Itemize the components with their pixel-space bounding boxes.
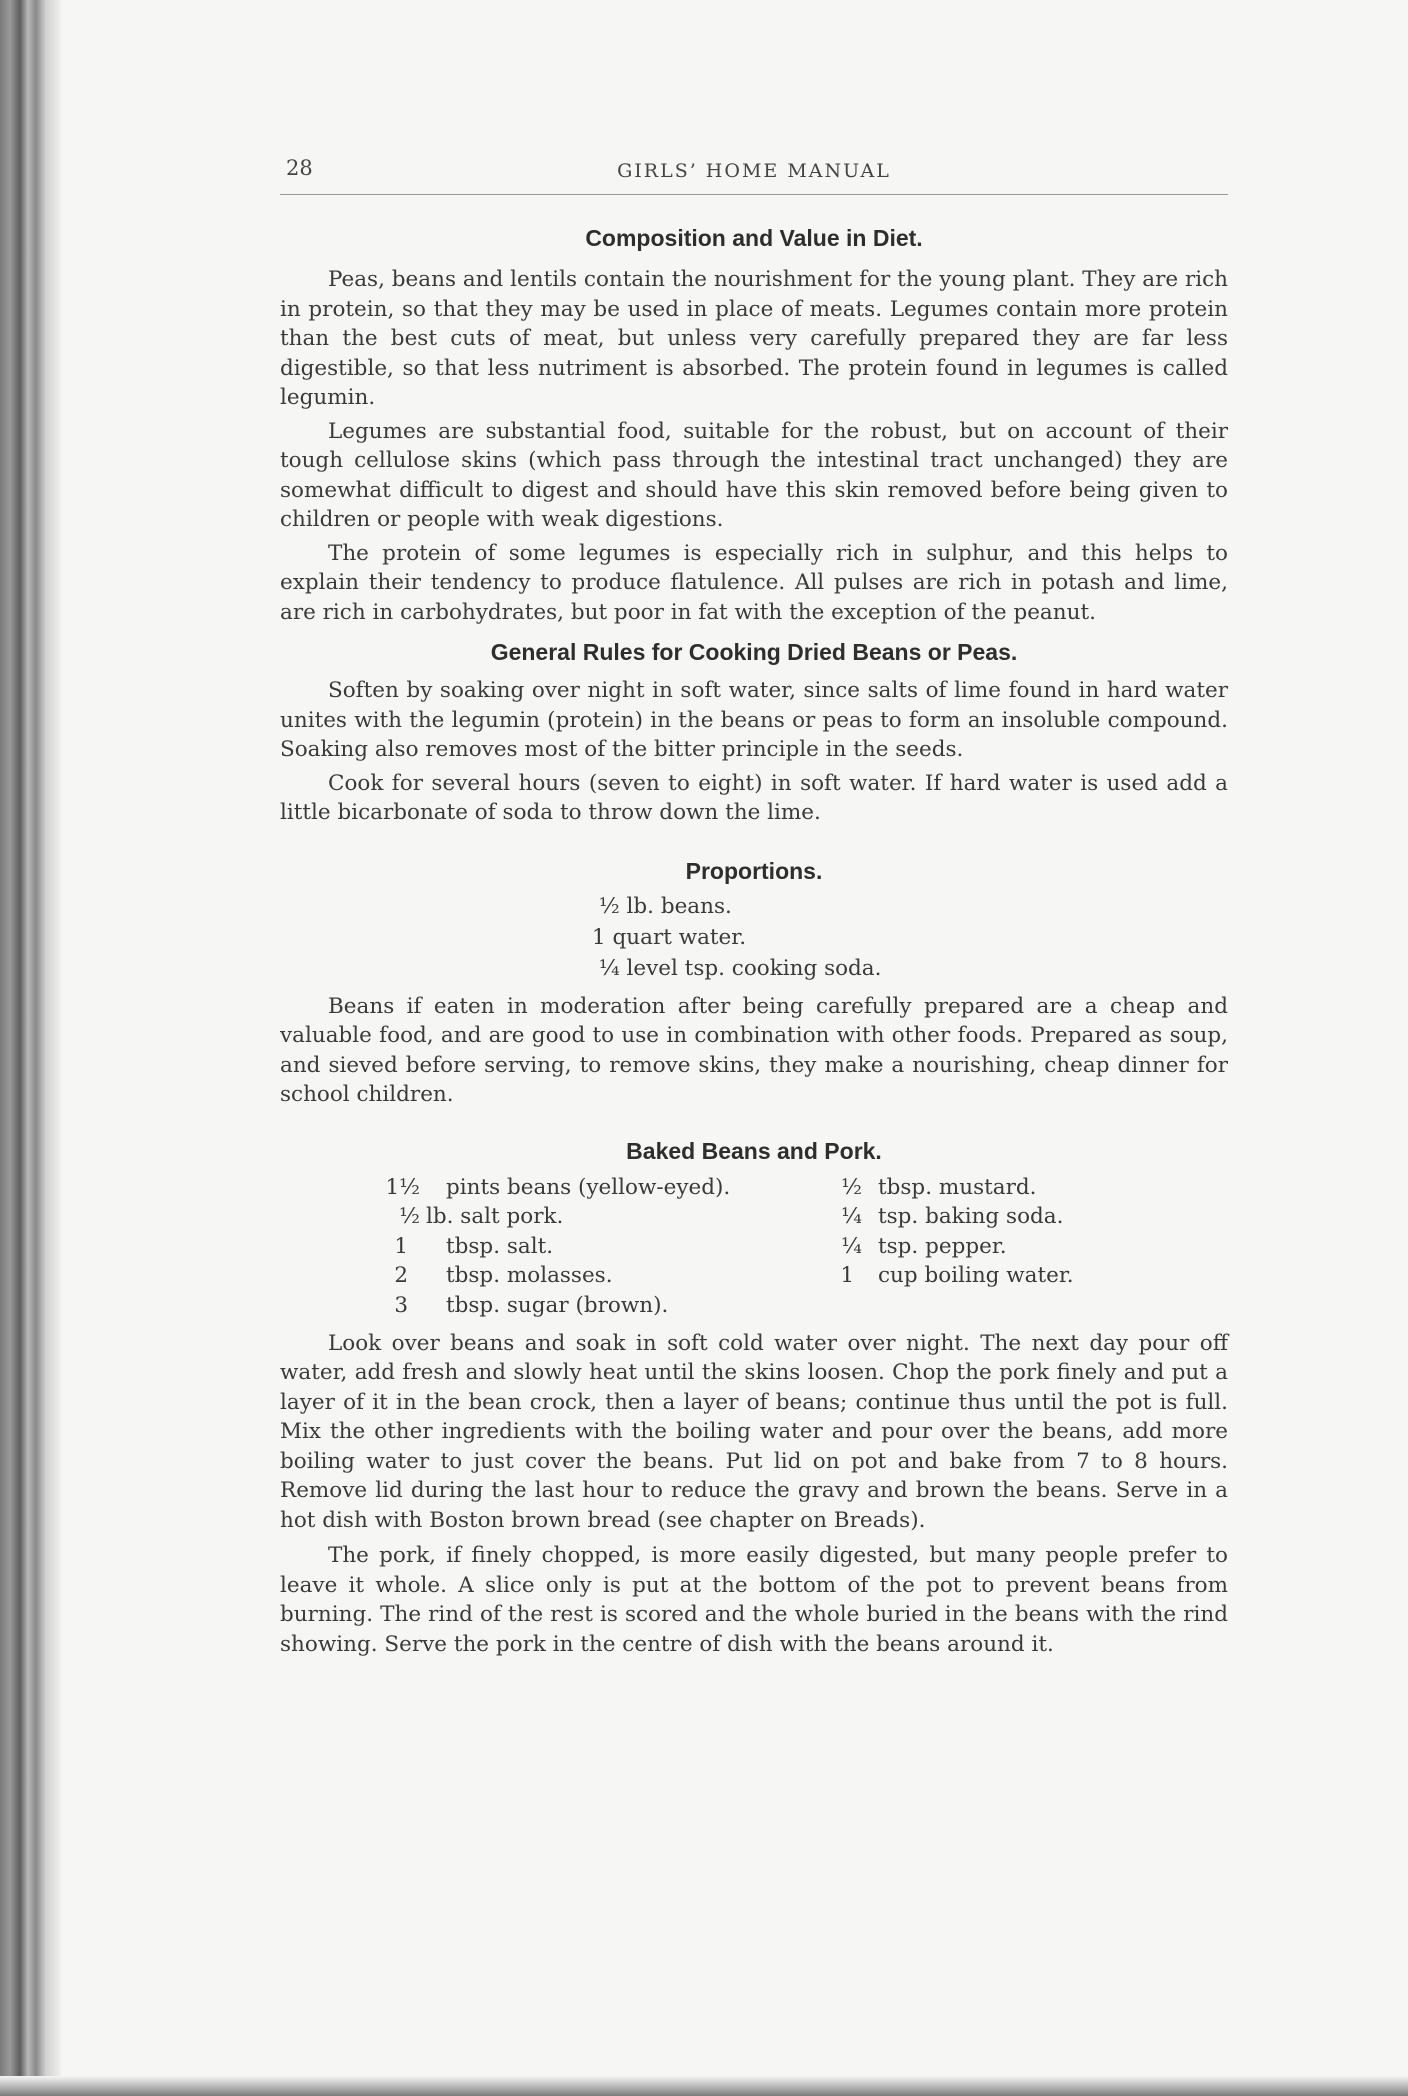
ingredient-text: tbsp. mustard. xyxy=(878,1174,1037,1200)
ingredient-row xyxy=(280,1173,840,1203)
ingredient-text: tbsp. sugar (brown). xyxy=(446,1292,669,1318)
ingredient-text: lb. salt pork. xyxy=(426,1204,564,1229)
section-heading: Baked Beans and Pork. xyxy=(626,1137,882,1164)
ingredient-text: cup boiling water. xyxy=(878,1263,1074,1288)
proportion-item: ¼ level tsp. cooking soda. xyxy=(592,955,882,981)
ingredient-qty: ¼ xyxy=(841,1233,862,1259)
ingredient-text: tbsp. molasses. xyxy=(446,1263,613,1288)
ingredient-row xyxy=(820,1202,1228,1232)
ingredient-qty: ½ xyxy=(399,1204,420,1229)
book-spine-edge xyxy=(0,0,62,2096)
section-heading: Composition and Value in Diet. xyxy=(585,225,923,251)
proportion-item: 1 quart water. xyxy=(592,924,747,950)
ingredient-qty: 1 xyxy=(840,1263,854,1288)
page-header xyxy=(280,150,1228,195)
ingredient-text: tbsp. salt. xyxy=(446,1233,554,1259)
paragraph: Look over beans and soak in soft cold water over night. The next day pour off water, add fresh and slowly heat until the skins loosen. Chop the pork finely and put a layer of it in the bean crock, then a layer of beans; continue thus until the pot is full. Mix the other ingredients with the boiling water and pour over the beans, add more boiling water to just cover the beans. Put lid on pot and bake from 7 to 8 hours. Remove lid during the last hour to reduce the gravy and brown the beans. Serve in a hot dish with Boston brown bread (see chapter on Breads). xyxy=(280,1330,1228,1533)
section-heading: General Rules for Cooking Dried Beans or Peas. xyxy=(490,639,1018,665)
ingredient-text: pints beans (yellow-eyed). xyxy=(446,1174,731,1200)
paragraph: Peas, beans and lentils contain the nourishment for the young plant. They are rich in protein, so that they may be used in place of meats. Legumes contain more protein than the best cuts of meat, but unless very carefully prepared they are far less digestible, so that less nutriment is absorbed. The protein found in legumes is called legumin. xyxy=(280,267,1228,410)
page-number: 28 xyxy=(286,156,313,180)
paragraph: Legumes are substantial food, suitable for the robust, but on account of their tough cellulose skins (which pass through the intestinal tract unchanged) they are somewhat difficult to digest and should have this skin removed before being given to children or people with weak digestions. xyxy=(280,418,1228,532)
paragraph: The protein of some legumes is especially rich in sulphur, and this helps to explain their tendency to produce flatulence. All pulses are rich in potash and lime, are rich in carbohydrates, but poor in fat with the exception of the peanut. xyxy=(280,540,1228,625)
ingredient-qty: ½ xyxy=(841,1174,862,1200)
paragraph: Cook for several hours (seven to eight) in soft water. If hard water is used add a little bicarbonate of soda to throw down the lime. xyxy=(280,770,1228,825)
ingredients-right-column xyxy=(820,1173,1228,1291)
paragraph: Beans if eaten in moderation after being carefully prepared are a cheap and valuable food, and are good to use in combination with other foods. Prepared as soup, and sieved before serving, to remove skins, they make a nourishing, cheap dinner for school children. xyxy=(280,993,1228,1107)
ingredient-text: tsp. pepper. xyxy=(878,1233,1007,1259)
ingredient-row xyxy=(820,1173,1228,1203)
paragraph: The pork, if finely chopped, is more easily digested, but many people prefer to leave it whole. A slice only is put at the bottom of the pot to prevent beans from burning. The rind of the rest is scored and the whole buried in the beans with the rind showing. Serve the pork in the centre of dish with the beans around it. xyxy=(280,1543,1228,1657)
ingredient-row xyxy=(820,1261,1228,1291)
ingredient-text: tsp. baking soda. xyxy=(878,1204,1064,1229)
ingredients-left-column xyxy=(280,1173,840,1321)
ingredient-qty: 1½ xyxy=(385,1174,420,1200)
ingredient-row xyxy=(820,1232,1228,1262)
ingredient-row xyxy=(280,1232,840,1262)
ingredient-row xyxy=(280,1202,840,1232)
page-content xyxy=(280,150,1228,1659)
running-head: GIRLS’ HOME MANUAL xyxy=(617,160,891,182)
ingredient-row xyxy=(280,1291,840,1321)
ingredient-qty: ¼ xyxy=(841,1204,862,1229)
proportions-list xyxy=(592,891,1228,984)
ingredient-qty: 1 xyxy=(394,1233,408,1259)
ingredient-qty: 2 xyxy=(394,1263,408,1288)
proportion-item: ½ lb. beans. xyxy=(592,893,732,919)
paragraph: Soften by soaking over night in soft water, since salts of lime found in hard water unites with the legumin (protein) in the beans or peas to form an insoluble compound. Soaking also removes most of the bitter principle in the seeds. xyxy=(280,678,1228,762)
ingredient-row xyxy=(280,1261,840,1291)
page-bottom-edge xyxy=(0,2076,1408,2096)
ingredients-list xyxy=(280,1173,1228,1325)
section-heading: Proportions. xyxy=(685,857,823,884)
ingredient-qty: 3 xyxy=(394,1292,408,1318)
